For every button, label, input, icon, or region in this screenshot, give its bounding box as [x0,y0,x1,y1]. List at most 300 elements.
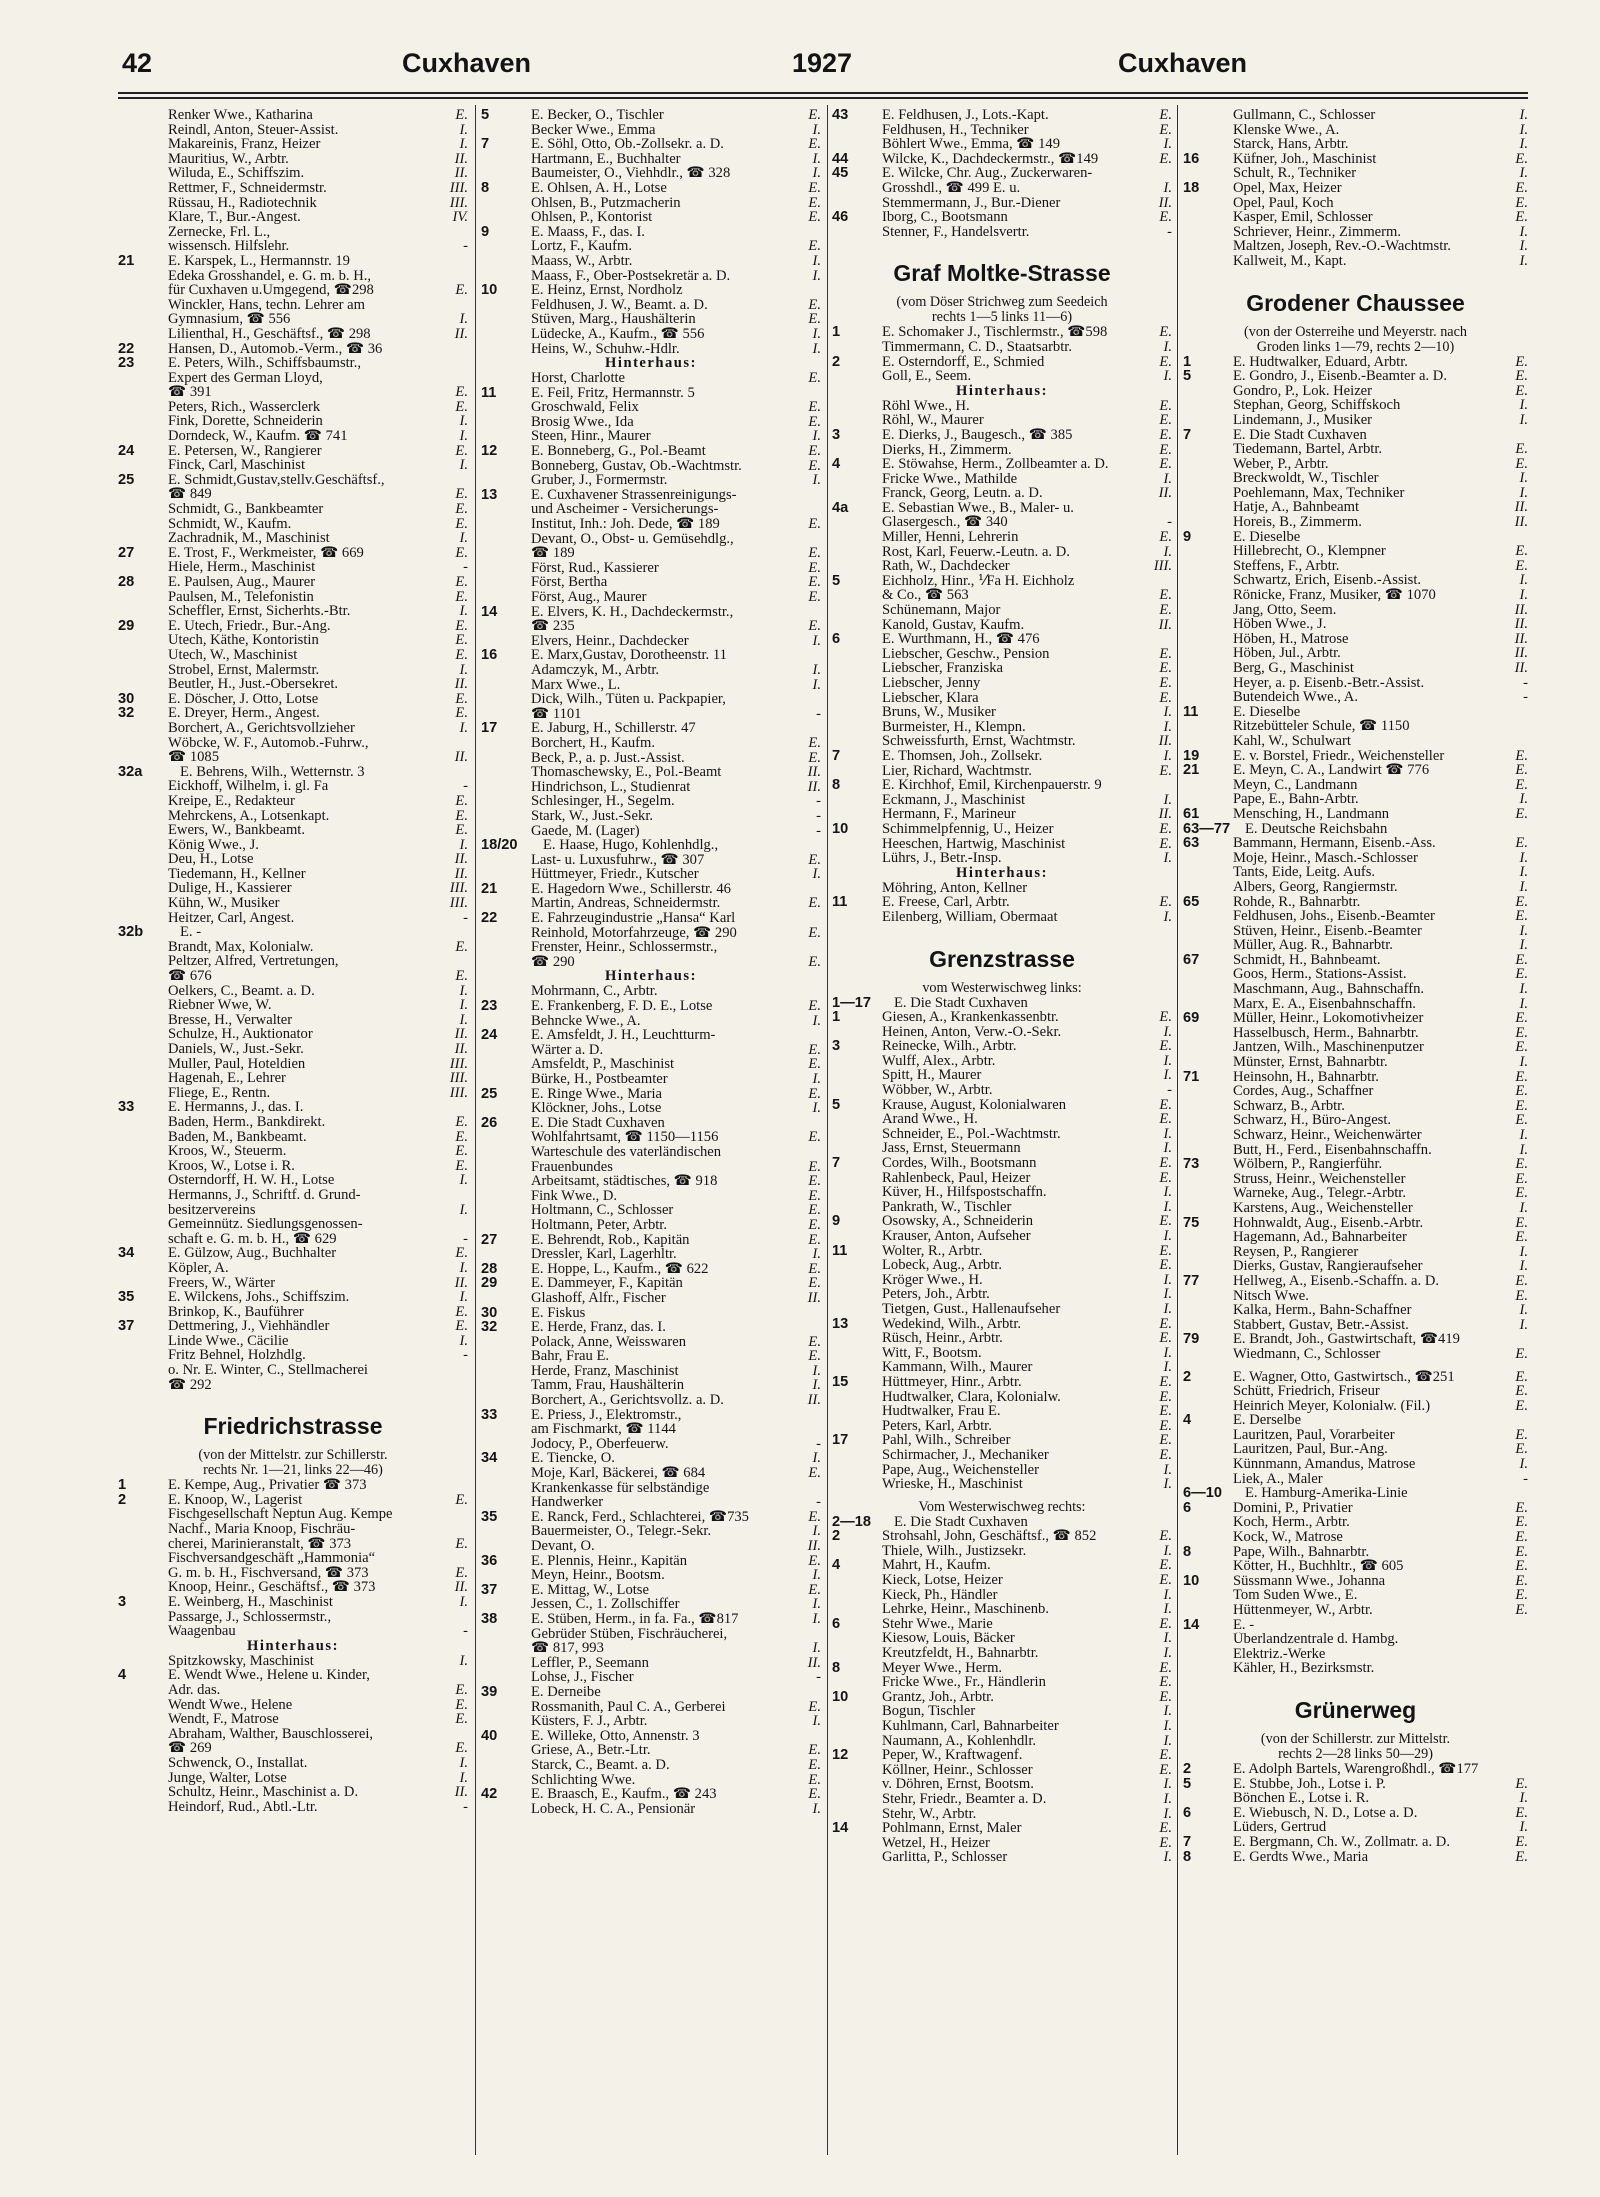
directory-entry [832,152,1172,167]
floor-marker: I. [1519,224,1528,240]
directory-entry [1183,1472,1528,1487]
directory-entry [481,137,821,152]
house-number: 10 [832,1689,849,1705]
resident-name: Riebner Wwe, W. [168,998,272,1013]
house-number: 77 [1183,1273,1200,1289]
floor-marker: E. [808,575,821,590]
resident-name: Bresse, H., Verwalter [168,1012,293,1028]
floor-marker: I. [1163,1024,1172,1040]
directory-entry [1183,152,1528,167]
floor-marker: II. [1158,734,1172,749]
house-number: 4 [1183,1413,1192,1428]
directory-entry [118,969,468,984]
directory-entry [832,515,1172,530]
resident-name: Kreutzfeldt, H., Bahnarbtr. [882,1646,1039,1661]
floor-marker: II. [454,677,468,692]
floor-marker: E. [808,239,821,254]
directory-entry [481,1116,821,1131]
directory-entry [1183,1850,1528,1865]
floor-marker: E. [1515,456,1528,472]
resident-name: Baden, Herm., Bankdirekt. [168,1114,326,1130]
resident-name: E. Trost, F., Werkmeister, ☎ 669 [168,545,364,561]
resident-name: Butt, H., Ferd., Eisenbahnschaffn. [1233,1142,1432,1158]
directory-entry [481,1160,821,1175]
resident-name: Först, Rud., Kassierer [531,560,659,576]
floor-marker: I. [459,720,468,736]
resident-name: E. Ohlsen, A. H., Lotse [531,180,667,196]
directory-entry [1183,632,1528,647]
resident-name: Hartmann, E., Buchhalter [531,151,681,167]
directory-entry [481,1408,821,1423]
floor-marker: II. [807,1393,821,1408]
street-description: rechts 1—5 links 11—6) [931,310,1073,326]
house-number: 37 [481,1582,498,1598]
directory-entry [481,1145,821,1160]
directory-entry [1183,763,1528,778]
floor-marker: E. [1159,1010,1172,1025]
directory-entry [481,648,821,663]
house-number: 46 [832,210,849,225]
floor-marker: III. [449,1056,468,1072]
resident-name: Hudtwalker, Clara, Kolonialw. [882,1389,1061,1405]
floor-marker: I. [459,662,468,678]
floor-marker: E. [1515,195,1528,211]
floor-marker: I. [1519,1142,1528,1158]
resident-name: Freers, W., Wärter [168,1275,276,1291]
floor-marker: E. [1515,1849,1528,1865]
floor-marker: I. [459,458,468,473]
resident-name: Wöbber, W., Arbtr. [882,1083,993,1098]
floor-marker: E. [1159,427,1172,443]
house-number: 9 [481,224,490,240]
resident-name: Behncke Wwe., A. [531,1013,641,1029]
directory-entry [1183,1603,1528,1618]
floor-marker: I. [1519,253,1528,269]
directory-entry [118,356,468,371]
resident-name: Klare, T., Bur.-Angest. [168,210,301,225]
resident-name: Hindrichson, L., Studienrat [531,779,691,795]
resident-name: Fricke Wwe., Mathilde [882,471,1018,487]
resident-name: Weber, P., Arbtr. [1233,456,1329,472]
floor-marker: E. [1515,180,1528,196]
resident-name: Marx, E. A., Eisenbahnschaffn. [1233,996,1416,1012]
resident-name: Hohnwaldt, Aug., Eisenb.-Arbtr. [1233,1215,1424,1231]
directory-entry [1183,1820,1528,1835]
floor-marker: E. [455,1565,468,1581]
floor-marker: E. [808,1217,821,1233]
house-number: 42 [481,1787,498,1802]
resident-name: E. Thomsen, Joh., Zollsekr. [882,748,1043,764]
directory-entry [481,429,821,444]
resident-name: Butendeich Wwe., A. [1233,690,1358,705]
directory-entry [1183,676,1528,691]
floor-marker: E. [1515,1776,1528,1792]
resident-name: Lohse, J., Fischer [531,1670,634,1685]
resident-name: Borchert, A., Gerichtsvollz. a. D. [531,1393,724,1408]
directory-entry [832,123,1172,138]
floor-marker: I. [812,122,821,138]
resident-name: E. Behrendt, Rob., Kapitän [531,1232,690,1248]
floor-marker: E. [455,1536,468,1552]
floor-marker: E. [808,750,821,766]
resident-name: ☎ 676 [168,969,212,984]
floor-marker: E. [808,1553,821,1569]
directory-entry [1183,1618,1528,1633]
resident-name: Kalka, Herm., Bahn-Schaffner [1233,1303,1412,1318]
house-number: 63 [1183,836,1200,851]
resident-name: Franck, Georg, Leutn. a. D. [882,486,1043,501]
floor-marker: I. [812,1611,821,1627]
floor-marker: I. [459,1770,468,1786]
resident-name: Peltzer, Alfred, Vertretungen, [168,954,339,970]
resident-name: E. Stöwahse, Herm., Zollbeamter a. D. [882,457,1109,472]
floor-marker: I. [459,1755,468,1771]
floor-marker: I. [1163,471,1172,487]
house-number: 10 [1183,1573,1200,1589]
resident-name: E. Amsfeldt, J. H., Leuchtturm- [531,1028,716,1043]
floor-marker: E. [455,1682,468,1698]
directory-entry [118,166,468,181]
resident-name: Hagemann, Ad., Bahnarbeiter [1233,1230,1407,1245]
directory-entry [118,663,468,678]
resident-name: Baden, M., Bankbeamt. [168,1129,307,1145]
resident-name: Utech, Käthe, Kontoristin [168,633,319,648]
floor-marker: I. [459,137,468,152]
floor-marker: I. [812,341,821,357]
directory-entry [118,619,468,634]
city-left: Cuxhaven [402,48,532,78]
floor-marker: I. [1163,1345,1172,1361]
floor-marker: I. [1519,982,1528,997]
resident-name: Stenner, F., Handelsvertr. [882,224,1030,240]
resident-name: Starck, Hans, Arbtr. [1233,137,1349,152]
resident-name: Holtmann, Peter, Arbtr. [531,1217,668,1233]
floor-marker: I. [1163,909,1172,925]
directory-entry [832,443,1172,458]
directory-entry [481,590,821,605]
directory-entry [481,546,821,561]
directory-entry [1183,1099,1528,1114]
resident-name: Devant, O., Obst- u. Gemüsehdlg., [531,531,734,547]
house-number: 8 [481,180,490,196]
floor-marker: I. [459,1290,468,1305]
directory-entry [118,1698,468,1713]
resident-name: Wetzel, H., Heizer [882,1835,990,1851]
directory-entry [118,487,468,502]
header-rule-top [118,92,1528,94]
house-number: 2 [832,354,841,370]
floor-marker: II. [454,151,468,167]
directory-entry [118,458,468,473]
resident-name: Muller, Paul, Hoteldien [168,1056,306,1072]
resident-name: schaft e. G. m. b. H., ☎ 629 [168,1231,337,1247]
house-number: 21 [481,881,498,897]
resident-name: ☎ 292 [168,1377,212,1393]
floor-marker: E. [808,1699,821,1715]
resident-name: E. Weinberg, H., Maschinist [168,1595,333,1610]
directory-entry [481,751,821,766]
spacer [1183,1362,1528,1370]
floor-marker: E. [1159,325,1172,340]
floor-marker: I. [1163,1053,1172,1069]
directory-entry [118,692,468,707]
resident-name: Gondro, P., Lok. Heizer [1233,383,1373,399]
resident-name: Mahrt, H., Kaufm. [882,1558,991,1574]
resident-name: Lier, Richard, Wachtmstr. [882,763,1032,779]
resident-name: E. Hermanns, J., das. I. [168,1100,304,1115]
floor-marker: I. [1163,1646,1172,1661]
directory-entry [481,312,821,327]
directory-entry [481,1568,821,1583]
resident-name: E. Sebastian Wwe., B., Maler- u. [882,500,1074,516]
directory-entry [832,399,1172,414]
directory-entry [481,882,821,897]
directory-entry [1183,1632,1528,1647]
floor-marker: E. [455,1158,468,1174]
directory-entry [1183,1515,1528,1530]
house-number: 12 [832,1748,849,1763]
floor-marker: E. [1159,1529,1172,1544]
resident-name: Moje, Karl, Bäckerei, ☎ 684 [531,1466,706,1481]
directory-entry [832,1792,1172,1807]
directory-entry [832,1463,1172,1478]
directory-entry [1183,895,1528,910]
floor-marker: E. [808,1232,821,1248]
directory-entry [832,807,1172,822]
directory-entry [832,181,1172,196]
resident-name: Marx Wwe., L. [531,677,621,693]
directory-entry [118,604,468,619]
directory-entry [1183,486,1528,501]
resident-name: Stemmermann, J., Bur.-Diener [882,195,1061,211]
floor-marker: E. [455,691,468,707]
house-number: 44 [832,151,849,167]
resident-name: ☎ 1085 [168,750,220,765]
house-number: 11 [481,385,497,401]
resident-name: Poehlemann, Max, Techniker [1233,485,1405,501]
resident-name: Moje, Heinr., Masch.-Schlosser [1233,850,1418,866]
floor-marker: E. [1159,413,1172,428]
floor-marker: E. [808,735,821,751]
floor-marker: I. [459,1012,468,1028]
resident-name: E. Die Stadt Cuxhaven [894,995,1028,1011]
directory-entry [1183,1545,1528,1560]
floor-marker: E. [1515,1025,1528,1041]
resident-name: E. Bonneberg, G., Pol.-Beamt [531,444,706,459]
house-number: 3 [118,1595,127,1610]
directory-entry [481,911,821,926]
resident-name: E. Hudtwalker, Eduard, Arbtr. [1233,354,1408,370]
floor-marker: I. [1163,851,1172,866]
floor-marker: I. [1519,471,1528,486]
resident-name: Schwarz, H., Büro-Angest. [1233,1113,1392,1128]
directory-entry [832,1631,1172,1646]
directory-entry [832,996,1172,1011]
directory-entry [1183,1318,1528,1333]
floor-marker: E. [1515,894,1528,910]
directory-entry [118,1580,468,1595]
directory-entry [832,1302,1172,1317]
resident-name: Ritzebütteler Schule, ☎ 1150 [1233,719,1410,734]
floor-marker: E. [1159,1821,1172,1836]
column-divider [475,105,476,2155]
resident-name: Höben Wwe., J. [1233,617,1327,632]
resident-name: Klenske Wwe., A. [1233,122,1340,138]
resident-name: E. Kirchhof, Emil, Kirchenpauerstr. 9 [882,778,1102,793]
floor-marker: E. [1159,442,1172,458]
directory-entry [481,254,821,269]
floor-marker: I. [1163,1229,1172,1244]
floor-marker: E. [808,954,821,970]
house-number: 5 [832,573,841,589]
resident-name: Jodocy, P., Oberfeuerw. [531,1436,669,1452]
floor-marker: II. [1158,617,1172,633]
directory-entry [1183,1347,1528,1362]
floor-marker: E. [1159,398,1172,414]
resident-name: Struss, Heinr., Weichensteller [1233,1171,1406,1187]
directory-entry [1183,1777,1528,1792]
directory-entry [481,1028,821,1043]
resident-name: ☎ 235 [531,619,575,634]
resident-name: Peters, Karl, Arbtr. [882,1418,992,1434]
floor-marker: I. [1163,544,1172,560]
floor-marker: - [816,706,821,722]
resident-name: Maschmann, Aug., Bahnschaffn. [1233,982,1425,997]
resident-name: Wiluda, E., Schiffszim. [168,166,305,181]
directory-entry [1183,428,1528,443]
floor-marker: E. [808,517,821,532]
house-number: 35 [481,1509,498,1525]
floor-marker: II. [454,1042,468,1057]
directory-entry [481,1481,821,1496]
directory-entry [481,1291,821,1306]
resident-name: o. Nr. E. Winter, C., Stellmacherei [168,1363,368,1378]
floor-marker: E. [1159,1660,1172,1676]
floor-marker: E. [808,1772,821,1788]
resident-name: Schneider, E., Pol.-Wachtmstr. [882,1126,1061,1142]
resident-name: E. Die Stadt Cuxhaven [1233,427,1367,443]
floor-marker: II. [454,852,468,867]
floor-marker: I. [812,268,821,284]
resident-name: Herde, Franz, Maschinist [531,1363,679,1379]
floor-marker: I. [1163,1587,1172,1603]
resident-name: Dierks, Gustav, Rangieraufseher [1233,1259,1423,1274]
directory-entry [832,1763,1172,1778]
floor-marker: E. [455,283,468,298]
floor-marker: - [1167,1083,1172,1098]
directory-entry [1183,384,1528,399]
resident-name: Makareinis, Franz, Heizer [168,137,321,152]
floor-marker: E. [1515,952,1528,968]
house-number: 19 [1183,748,1200,764]
resident-name: Rost, Karl, Feuerw.-Leutn. a. D. [882,544,1070,560]
house-number: 39 [481,1684,498,1700]
resident-name: Süssmann Wwe., Johanna [1233,1573,1386,1589]
floor-marker: E. [1159,588,1172,604]
resident-name: Eckmann, J., Maschinist [882,792,1026,808]
floor-marker: E. [1515,1559,1528,1574]
house-number: 7 [481,137,490,152]
resident-name: Hermanns, J., Schriftf. d. Grund- [168,1187,361,1203]
directory-entry [481,1700,821,1715]
resident-name: & Co., ☎ 563 [882,588,969,604]
floor-marker: I. [459,1173,468,1188]
directory-entry [832,1039,1172,1054]
resident-name: Dorndeck, W., Kaufm. ☎ 741 [168,429,348,444]
house-number: 73 [1183,1157,1200,1172]
floor-marker: E. [455,443,468,459]
floor-marker: I. [812,1597,821,1612]
floor-marker: E. [1159,661,1172,676]
directory-entry [1183,442,1528,457]
resident-name: E. Wilckens, Johs., Schiffszim. [168,1290,350,1305]
floor-marker: II. [1158,807,1172,822]
directory-entry [832,1083,1172,1098]
resident-name: Arbeitsamt, städtisches, ☎ 918 [531,1174,718,1189]
directory-entry [832,210,1172,225]
floor-marker: I. [1519,923,1528,939]
resident-name: Schwarz, Heinr., Weichenwärter [1233,1128,1422,1143]
directory-entry [481,809,821,824]
resident-name: E. Dierks, J., Baugesch., ☎ 385 [882,427,1073,443]
floor-marker: E. [455,502,468,517]
directory-entry [481,1043,821,1058]
resident-name: Brandt, Max, Kolonialw. [168,939,314,955]
floor-marker: E. [1159,603,1172,618]
resident-name: Horst, Charlotte [531,371,626,386]
house-number: 40 [481,1728,498,1744]
directory-entry [1183,865,1528,880]
directory-entry [118,327,468,342]
house-number: 15 [832,1374,849,1390]
floor-marker: E. [1515,1369,1528,1385]
directory-entry [481,152,821,167]
directory-entry [118,546,468,561]
resident-name: Miller, Henni, Lehrerin [882,530,1019,545]
floor-marker: E. [808,1057,821,1072]
resident-name: Eilenberg, William, Obermaat [882,909,1058,925]
directory-entry [118,765,468,780]
directory-entry [832,734,1172,749]
directory-entry [832,486,1172,501]
directory-entry [832,1661,1172,1676]
directory-entry [118,1115,468,1130]
resident-name: E. Braasch, E., Kaufm., ☎ 243 [531,1787,717,1802]
floor-marker: E. [1159,1418,1172,1434]
floor-marker: I. [812,166,821,181]
directory-entry [481,225,821,240]
directory-entry [832,574,1172,589]
directory-entry [118,1551,468,1566]
floor-marker: I. [1519,588,1528,603]
resident-name: E. Behrens, Wilh., Wetternstr. 3 [180,764,365,780]
resident-name: Röhl Wwe., H. [882,398,970,414]
street-heading: Graf Moltke-Strasse [893,260,1111,287]
directory-entry [1183,225,1528,240]
column-divider [827,105,828,2155]
directory-entry [118,881,468,896]
floor-marker: E. [455,1712,468,1727]
directory-entry [832,1419,1172,1434]
resident-name: Schünemann, Major [882,603,1001,618]
directory-entry [832,1141,1172,1156]
directory-entry [481,1802,821,1817]
resident-name: Baumeister, O., Viehhdlr., ☎ 328 [531,166,731,181]
floor-marker: I. [812,867,821,882]
house-number: 23 [118,356,135,371]
directory-entry [832,1807,1172,1822]
directory-entry [118,152,468,167]
